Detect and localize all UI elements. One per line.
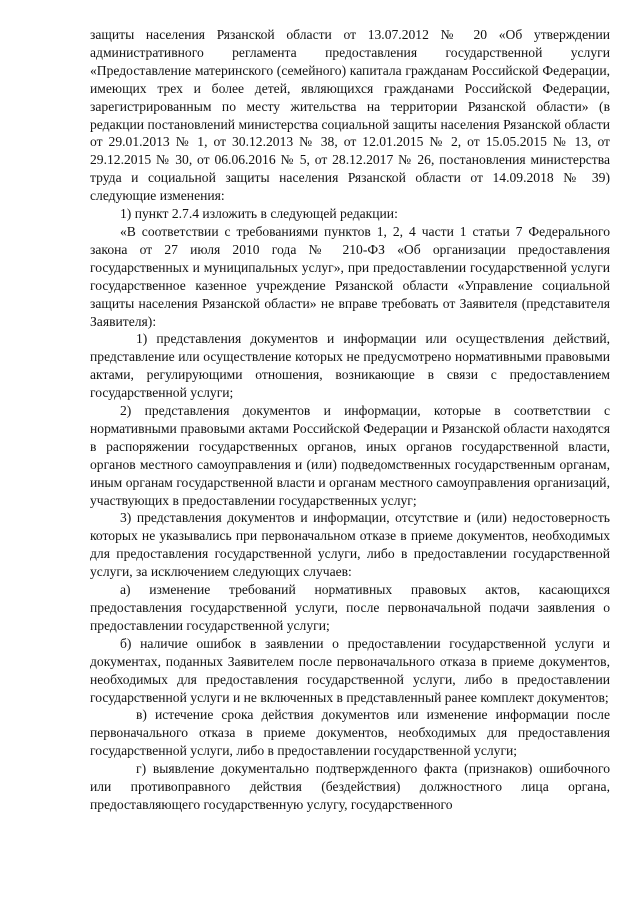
paragraph-subitem-1: 1) представления документов и информации или осуществления действий, представление или осуществление которых не предусмотрено нормативными правовыми актами, регулирующими отношения, возникающие в связи с предоставлением государственной услуги; xyxy=(90,331,610,401)
paragraph-item-1-heading: 1) пункт 2.7.4 изложить в следующей редакции: xyxy=(120,206,398,222)
paragraph-case-g: г) выявление документально подтвержденного факта (признаков) ошибочного или противоправного действия (бездействия) должностного лица органа, предоставляющего государственную услугу, государственного xyxy=(90,761,610,812)
paragraph-case-v: в) истечение срока действия документов или изменение информации после первоначального отказа в приеме документов, необходимых для предоставления государственной услуги, либо в предоставлении государственной услуги; xyxy=(90,707,610,759)
paragraph-clause-lead: «В соответствии с требованиями пунктов 1, 2, 4 части 1 статьи 7 Федерального закона от 27 июля 2010 года № 210-ФЗ «Об организации предоставления государственных и муниципальных услуг», при предоставлении государственной услуги государственное казенное учреждение Рязанской области «Управление социальной защиты населения Рязанской области» не вправе требовать от Заявителя (представителя Заявителя): xyxy=(90,223,610,329)
paragraph-subitem-3: 3) представления документов и информации, отсутствие и (или) недостоверность которых не указывались при первоначальном отказе в приеме документов, необходимых для предоставления государственной услуги, либо в предоставлении государственной услуги, за исключением следующих случаев: xyxy=(90,510,610,580)
paragraph-case-a: а) изменение требований нормативных правовых актов, касающихся предоставления государственной услуги, после первоначальной подачи заявления о предоставлении государственной услуги; xyxy=(90,582,610,633)
paragraph-case-b: б) наличие ошибок в заявлении о предоставлении государственной услуги и документах, поданных Заявителем после первоначального отказа в приеме документов, необходимых для предоставления государственной услуги, либо в предоставлении государственной услуги и не включенных в представленный ранее комплект документов; xyxy=(90,635,610,705)
paragraph-subitem-2: 2) представления документов и информации, которые в соответствии с нормативными правовыми актами Российской Федерации и Рязанской области находятся в распоряжении государственных органов, иных органов государственной власти, органов местного самоуправления и (или) подведомственных государственным органам, иным органам государственной власти и органам местного самоуправления организаций, участвующих в предоставлении государственных услуг; xyxy=(90,403,610,508)
document-page xyxy=(90,26,610,814)
paragraph-intro-continuation: защиты населения Рязанской области от 13.07.2012 № 20 «Об утверждении административного регламента предоставления государственной услуги «Предоставление материнского (семейного) капитала гражданам Российской Федерации, имеющих трех и более детей, являющихся гражданами Российской Федерации, зарегистрированным по месту жительства на территории Рязанской области» (в редакции постановлений министерства социальной защиты населения Рязанской области от 29.01.2013 № 1, от 30.12.2013 № 38, от 12.01.2015 № 2, от 15.05.2015 № 13, от 29.12.2015 № 30, от 06.06.2016 № 5, от 28.12.2017 № 26, постановления министерства труда и социальной защиты населения Рязанской области от 14.09.2018 № 39) следующие изменения: xyxy=(90,27,610,204)
